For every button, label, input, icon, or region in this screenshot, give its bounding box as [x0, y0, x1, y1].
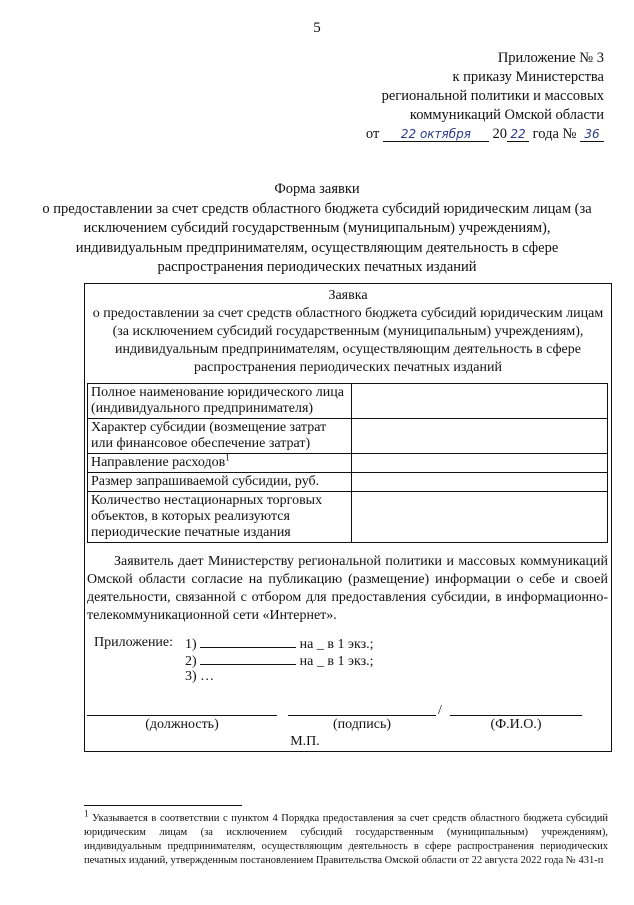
- row-label: Размер запрашиваемой субсидии, руб.: [88, 473, 352, 492]
- form-title-heading: Форма заявки: [274, 181, 360, 197]
- row-label: Полное наименование юридического лица (индивидуального предпринимателя): [88, 384, 352, 419]
- name-label: (Ф.И.О.): [490, 717, 542, 732]
- form-title-body: о предоставлении за счет средств областного бюджета субсидий юридическим лицам (за исключением субсидий государственным (муниципальным) учреждениям), индивидуальным предпринимателям, осуществляющим деятельность в сфере распространения периодических печатных изданий: [42, 200, 592, 275]
- footnote-mark: 1: [225, 452, 230, 463]
- name-line[interactable]: [450, 715, 582, 716]
- table-row: [88, 419, 608, 454]
- form-title: [40, 180, 594, 278]
- consent-paragraph: Заявитель дает Министерству региональной политики и массовых коммуникаций Омской области согласие на публикацию (размещение) информации о себе и своей деятельности, связанной с отбором для предоставления субсидии, в информационно-телекоммуникационной сети «Интернет».: [87, 554, 608, 623]
- application-body: о предоставлении за счет средств областного бюджета субсидий юридическим лицам (за исключением субсидий государственным (муниципальным) учреждениям), индивидуальным предпринимателям, осуществляющим деятельность в сфере распространения периодических печатных изданий: [92, 306, 604, 375]
- table-row: [88, 473, 608, 492]
- application-heading: Заявка: [328, 288, 368, 303]
- appendix-line-2: к приказу Министерства: [452, 69, 604, 85]
- stamp-label: М.П.: [290, 734, 320, 749]
- row-label-text: Направление расходов: [91, 455, 226, 470]
- row-label: Характер субсидии (возмещение затрат или финансовое обеспечение затрат): [88, 419, 352, 454]
- handwritten-number: 36: [580, 127, 604, 142]
- handwritten-date: 22 октября: [383, 127, 489, 142]
- appendix-date-line: [366, 125, 604, 144]
- attachment-2-suffix: на _ в 1 экз.;: [299, 654, 374, 669]
- row-value[interactable]: [352, 473, 608, 492]
- footnote-number: 1: [84, 808, 89, 819]
- handwritten-year: 22: [507, 127, 529, 142]
- footnote-text: Указывается в соответствии с пунктом 4 Порядка предоставления за счет средств областного бюджета субсидий юридическим лицам (за исключением субсидий государственным (муниципальным) учреждениям), индивидуальным предпринимателям, осуществляющим деятельность в сфере распространения периодических печатных изданий, утвержденным постановлением Правительства Омской области от 22 августа 2022 года № 431-п: [84, 813, 608, 866]
- page-number: 5: [313, 20, 321, 36]
- signature-line[interactable]: [288, 715, 436, 716]
- attachments-label: Приложение:: [94, 635, 174, 650]
- row-value[interactable]: [352, 384, 608, 419]
- year-label: года №: [532, 126, 577, 142]
- year-prefix: 20: [492, 126, 508, 142]
- attachment-2-field[interactable]: [200, 651, 296, 665]
- footnote-rule: [84, 805, 242, 806]
- position-label: (должность): [145, 717, 219, 732]
- row-value[interactable]: [352, 454, 608, 473]
- table-row: [88, 492, 608, 543]
- attachment-2-num: 2): [185, 654, 197, 669]
- row-value[interactable]: [352, 419, 608, 454]
- signature-slash: /: [438, 703, 442, 718]
- row-value[interactable]: [352, 492, 608, 543]
- appendix-line-1: Приложение № 3: [497, 50, 604, 66]
- row-label: Количество нестационарных торговых объектов, в которых реализуются периодические печатные издания: [88, 492, 352, 543]
- attachment-item-3: 3) …: [185, 669, 215, 684]
- table-row: [88, 384, 608, 419]
- application-table: [87, 383, 608, 543]
- attachment-1-field[interactable]: [200, 634, 296, 648]
- application-title: [84, 287, 612, 377]
- row-label: [88, 454, 352, 473]
- appendix-line-3: региональной политики и массовых: [381, 88, 604, 104]
- attachment-1-num: 1): [185, 637, 197, 652]
- position-line[interactable]: [87, 715, 277, 716]
- footnote: [84, 808, 608, 868]
- signature-label: (подпись): [332, 717, 392, 732]
- from-label: от: [365, 126, 380, 142]
- attachment-1-suffix: на _ в 1 экз.;: [299, 637, 374, 652]
- table-row: [88, 454, 608, 473]
- appendix-header: [366, 49, 604, 144]
- appendix-line-4: коммуникаций Омской области: [409, 107, 604, 123]
